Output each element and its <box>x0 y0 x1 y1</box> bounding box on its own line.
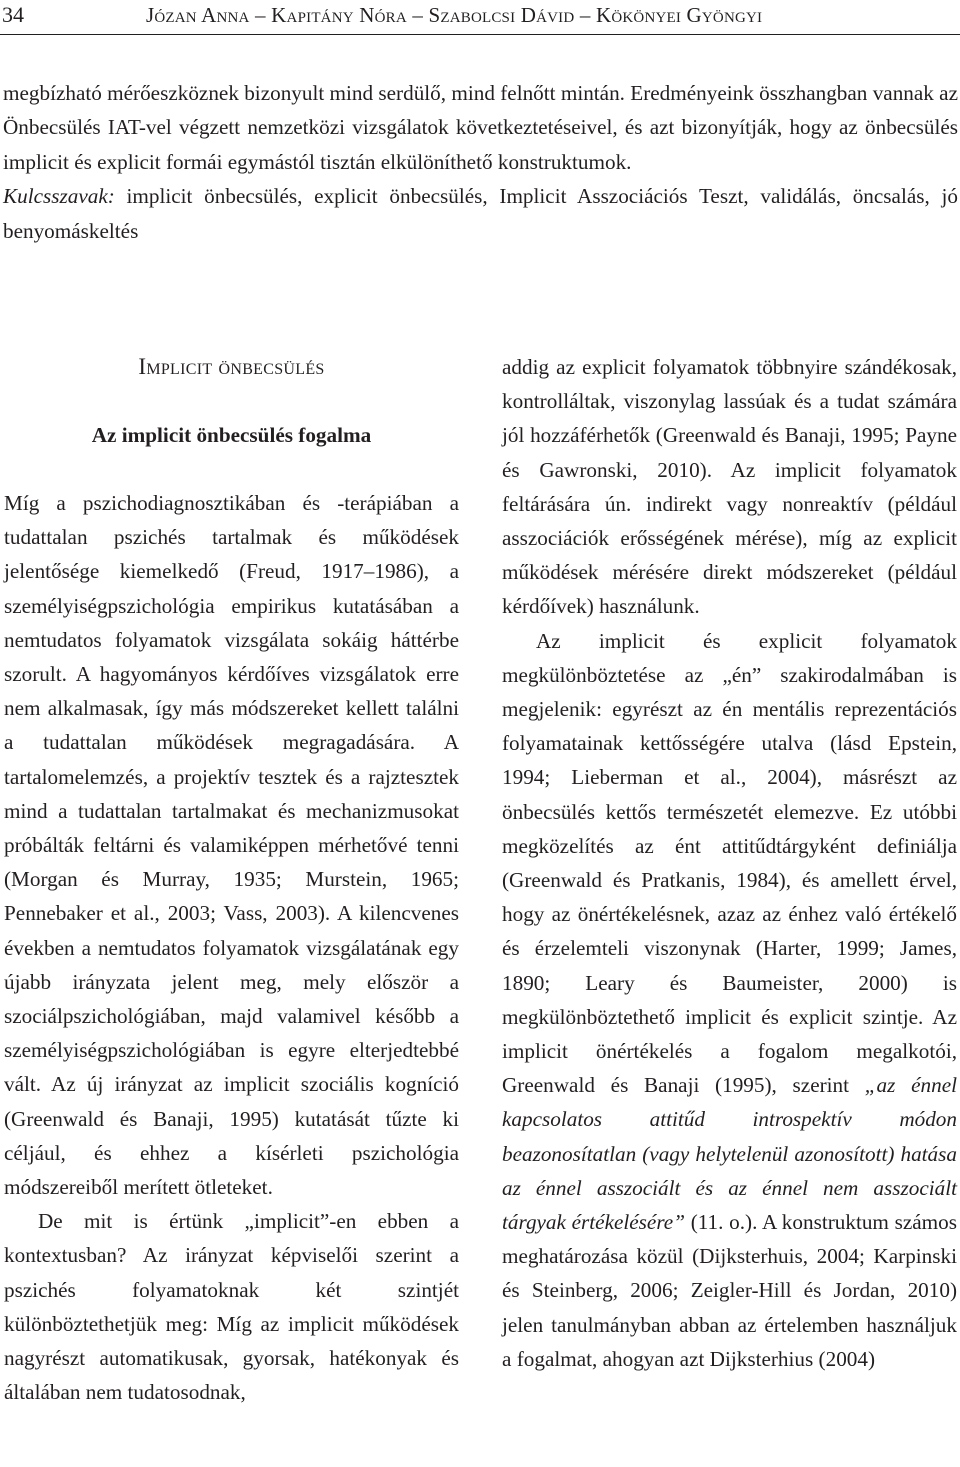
right-paragraph-2 <box>502 624 957 1376</box>
left-paragraph-2: De mit is értünk „implicit”-en ebben a kontextusban? Az irányzat képviselői szerint a pszichés folyamatoknak két szintjét különböztethetjük meg: Míg az implicit működések nagyrészt automatikusak, gyorsak, hatékonyak és általában nem tudatosodnak, <box>4 1209 459 1405</box>
right-paragraph-1: addig az explicit folyamatok többnyire szándékosak, kontrolláltak, viszonylag lassúak és a tudat számára jól hozzáférhetők (Greenwald és Banaji, 1995; Payne és Gawronski, 2010). Az implicit folyamatok feltárására ún. indirekt vagy nonreaktív (például asszociációk erősségének mérése), míg az explicit működések mérésére direkt módszereket (például kérdőívek) használunk. <box>502 355 957 619</box>
keywords-label: Kulcsszavak: <box>3 184 115 209</box>
keywords <box>3 179 958 248</box>
abstract <box>3 76 958 248</box>
right-column <box>502 350 957 1376</box>
definition-quote: „az énnel kapcsolatos attitűd introspektív módon beazonosítatlan (vagy helytelenül azonosított) hatása az énnel asszociált és az énnel nem asszociált tárgyak értékelésére” <box>502 1073 957 1235</box>
running-head-authors: Józan Anna – Kapitány Nóra – Szabolcsi Dávid – Kökönyei Gyöngyi <box>146 3 763 27</box>
keywords-text: implicit önbecsülés, explicit önbecsülés, Implicit Asszociációs Teszt, validálás, öncsalás, jó benyomáskeltés <box>3 184 958 243</box>
left-column <box>4 350 459 1409</box>
section-title: Implicit önbecsülés <box>138 354 325 379</box>
right-paragraph-2-start: Az implicit és explicit folyamatok megkülönböztetése az „én” szakirodalmában is megjelenik: egyrészt az én mentális reprezentációs folyamatainak kettősségére utalva (lásd Epstein, 1994; Lieberman et al., 2004), másrészt az önbecsülés kettős természetét elemezve. Ez utóbbi megközelítés az ént attitűdtárgyként definiálja (Greenwald és Pratkanis, 1984), és amellett érvel, hogy az önértékelésnek, azaz az énhez való értékelő és érzelemteli viszonynak (Harter, 1999; James, 1890; Leary és Baumeister, 2000) is megkülönböztethető implicit és explicit szintje. Az implicit önértékelés a fogalom megalkotói, Greenwald és Banaji (1995), szerint <box>502 628 957 1098</box>
page-number: 34 <box>2 2 24 27</box>
abstract-text: megbízható mérőeszköznek bizonyult mind serdülő, mind felnőtt mintán. Eredményeink összhangban vannak az Önbecsülés IAT-vel végzett nemzetközi vizsgálatok következtetéseivel, és azt bizonyítják, hogy az önbecsülés implicit és explicit formái egymástól tisztán elkülöníthető konstruktumok. <box>3 81 958 174</box>
right-paragraph-2-end: (11. o.). A konstruktum számos meghatározása közül (Dijksterhuis, 2004; Karpinski és Steinberg, 2006; Zeigler-Hill és Jordan, 2010) jelen tanulmányban abban az értelemben használjuk a fogalmat, ahogyan azt Dijksterhius (2004) <box>502 1210 957 1371</box>
running-header <box>0 0 960 35</box>
left-paragraph-1: Míg a pszichodiagnosztikában és -terápiában a tudattalan pszichés tartalmak és működések jelentősége kiemelkedő (Freud, 1917–1986), a személyiségpszichológia empirikus kutatásában a nemtudatos folyamatok vizsgálata sokáig háttérbe szorult. A hagyományos kérdőíves vizsgálatok erre nem alkalmasak, így más módszereket kellett találni a tudattalan működések megragadására. A tartalomelemzés, a projektív tesztek és a rajztesztek mind a tudattalan tartalmakat és mechanizmusokat próbálták feltárni és valamiképpen mérhetővé tenni (Morgan és Murray, 1935; Murstein, 1965; Pennebaker et al., 2003; Vass, 2003). A kilencvenes években a nemtudatos folyamatok vizsgálatának egy újabb irányzata jelent meg, mely először a szociálpszichológiában, majd valamivel később a személyiségpszichológiában is egyre elterjedtebbé vált. Az új irányzat az implicit szociális kogníció (Greenwald és Banaji, 1995) kutatását tűzte ki céljául, és ehhez a kísérleti pszichológia módszereiből merített ötleteket. <box>4 491 459 1200</box>
subsection-title: Az implicit önbecsülés fogalma <box>91 423 372 447</box>
